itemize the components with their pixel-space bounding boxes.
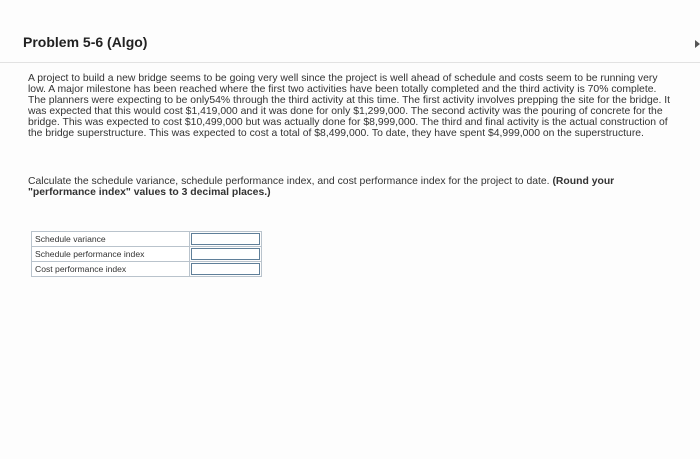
answer-table [31, 231, 262, 277]
table-row [32, 262, 262, 277]
row-label-cost-performance-index: Cost performance index [32, 262, 190, 277]
table-row [32, 232, 262, 247]
row-label-schedule-variance: Schedule variance [32, 232, 190, 247]
header-divider [0, 62, 700, 63]
row-label-schedule-performance-index: Schedule performance index [32, 247, 190, 262]
instruction-text [28, 176, 668, 198]
answer-cell [190, 232, 262, 247]
cost-performance-index-input[interactable] [191, 263, 260, 275]
instruction-rounding-note: (Round your "performance index" values to 3 decimal places.) [28, 176, 615, 198]
problem-statement: A project to build a new bridge seems to be going very well since the project is well ahead of schedule and costs seem to be running very low. A major milestone has been reached where the first two activities have been totally completed and the third activity is 70% complete. The planners were expecting to be only54% through the third activity at this time. The first activity involves prepping the site for the bridge. It was expected that this would cost $1,419,000 and it was done for only $1,299,000. The second activity was the pouring of concrete for the bridge. This was expected to cost $10,499,000 but was actually done for $8,999,000. The third and final activity is the actual construction of the bridge superstructure. This was expected to cost a total of $8,499,000. To date, they have spent $4,999,000 on the superstructure. [28, 73, 671, 139]
schedule-variance-input[interactable] [191, 233, 260, 245]
answer-cell [190, 262, 262, 277]
next-arrow-icon[interactable] [695, 40, 700, 48]
answer-cell [190, 247, 262, 262]
problem-title: Problem 5-6 (Algo) [23, 34, 148, 50]
instruction-plain: Calculate the schedule variance, schedule performance index, and cost performance index for the project to date. [28, 176, 550, 187]
schedule-performance-index-input[interactable] [191, 248, 260, 260]
table-row [32, 247, 262, 262]
